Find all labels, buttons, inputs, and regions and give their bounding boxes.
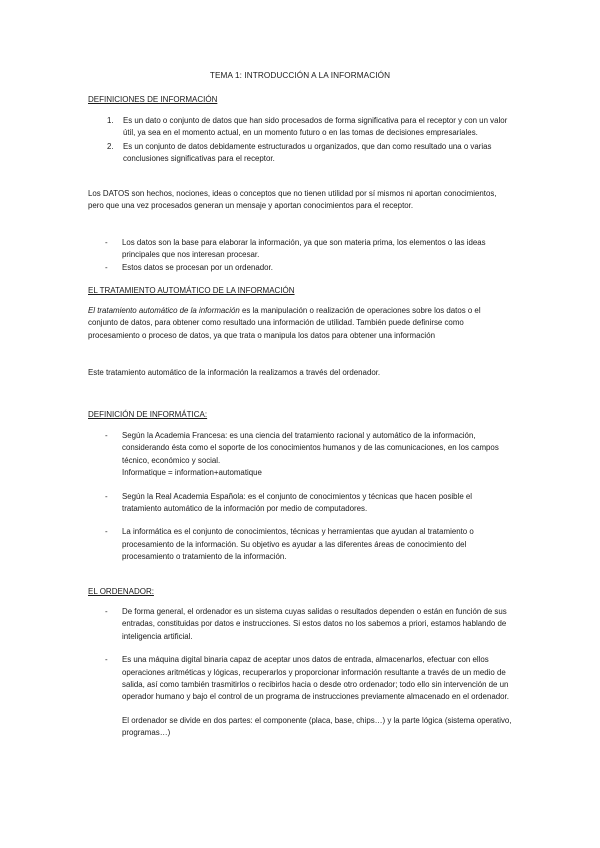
paragraph-ordenador: Este tratamiento automático de la información la realizamos a través del ordenador. [88, 368, 381, 377]
document-title: TEMA 1: INTRODUCCIÓN A LA INFORMACIÓN [209, 71, 391, 80]
list-item [105, 430, 512, 480]
formula-text: Informatique = information+automatique [122, 468, 262, 478]
list-item [105, 262, 512, 274]
paragraph-partes: El ordenador se divide en dos partes: el componente (placa, base, chips…) y la parte lógica (sistema operativo, programas…) [122, 715, 512, 738]
list-item [107, 141, 511, 166]
section-heading-tratamiento: EL TRATAMIENTO AUTOMÁTICO DE LA INFORMACIÓN [88, 286, 295, 295]
italic-term: El tratamiento automático de la información [88, 306, 240, 315]
section-heading-informatica: DEFINICIÓN DE INFORMÁTICA: [88, 410, 208, 419]
list-item [105, 606, 512, 643]
list-item [105, 237, 512, 262]
list-item-text: La informática es el conjunto de conocimientos, técnicas y herramientas que ayudan al tratamiento o procesamiento de la información. Su objetivo es ayudar a las diferentes áreas de conocimiento del procesamiento o tratamiento de la información. [122, 527, 474, 562]
section-heading-definiciones: DEFINICIONES DE INFORMACIÓN [88, 95, 218, 104]
paragraph-datos: Los DATOS son hechos, nociones, ideas o conceptos que no tienen utilidad por sí mismos ni aportan conocimientos, pero que una vez procesados generan un mensaje y aportan conocimientos para el receptor. [88, 189, 497, 211]
dash-bullet: - [105, 431, 108, 440]
list-item-text: Es un conjunto de datos debidamente estructurados u organizados, que dan como resultado una o varias conclusiones significativas para el receptor. [123, 141, 492, 164]
list-number: 1. [107, 116, 114, 125]
dash-bullet: - [105, 527, 108, 537]
list-item-text: Los datos son la base para elaborar la información, ya que son materia prima, los elementos o las ideas principales que nos interesan procesar. [122, 238, 486, 260]
list-item-text: De forma general, el ordenador es un sistema cuyas salidas o resultados dependen o están en función de sus entradas, constituidas por datos e instrucciones. Si estos datos no los sabemos a priori, estamos hablando de inteligencia artificial. [122, 607, 507, 641]
section-heading-ordenador: EL ORDENADOR: [88, 587, 154, 596]
dash-bullet: - [105, 491, 108, 501]
dash-bullet: - [105, 238, 108, 247]
dash-list [105, 430, 512, 564]
dash-bullet: - [105, 262, 108, 272]
list-item [105, 526, 512, 563]
list-item [105, 715, 512, 740]
list-item [105, 491, 512, 516]
dash-list [105, 237, 512, 274]
dash-bullet: - [105, 655, 108, 665]
list-item-text: Es un dato o conjunto de datos que han sido procesados de forma significativa para el receptor y con un valor útil, ya sea en el momento actual, en un momento futuro o en las tomas de decisiones empresariales. [123, 116, 508, 138]
list-item-text: Según la Real Academia Española: es el conjunto de conocimientos y técnicas que hacen posible el tratamiento automático de la información por medio de computadores. [122, 491, 473, 514]
paragraph-tratamiento [88, 305, 512, 342]
list-item [105, 654, 512, 704]
list-number: 2. [107, 141, 114, 151]
numbered-list [107, 115, 511, 167]
dash-list [105, 606, 512, 740]
dash-bullet: - [105, 607, 108, 616]
paragraph-text: es la manipulación o realización de operaciones sobre los datos o el conjunto de datos, para obtener como resultado una información de utilidad. También puede definirse como procesamiento o proceso de datos, ya que trata o manipula los datos para obtener una información [88, 306, 481, 340]
list-item [107, 115, 511, 140]
list-item-text: Estos datos se procesan por un ordenador. [122, 262, 273, 272]
list-item-text: Según la Academia Francesa: es una ciencia del tratamiento racional y automático de la información, considerando ésta como el soporte de los conocimientos humanos y de las comunicaciones, en los campos técnico, económico y social. [122, 431, 499, 465]
list-item-text: Es una máquina digital binaria capaz de aceptar unos datos de entrada, almacenarlos, efectuar con ellos operaciones aritméticas y lógicas, recuperarlos y proporcionar información resultante a través de un medio de salida, así como también trasmitirlos o recibirlos hacia o desde otro ordenador; todo ello sin intervención de un operador humano y bajo el control de un programa de instrucciones previamente almacenado en el ordenador. [122, 655, 509, 702]
